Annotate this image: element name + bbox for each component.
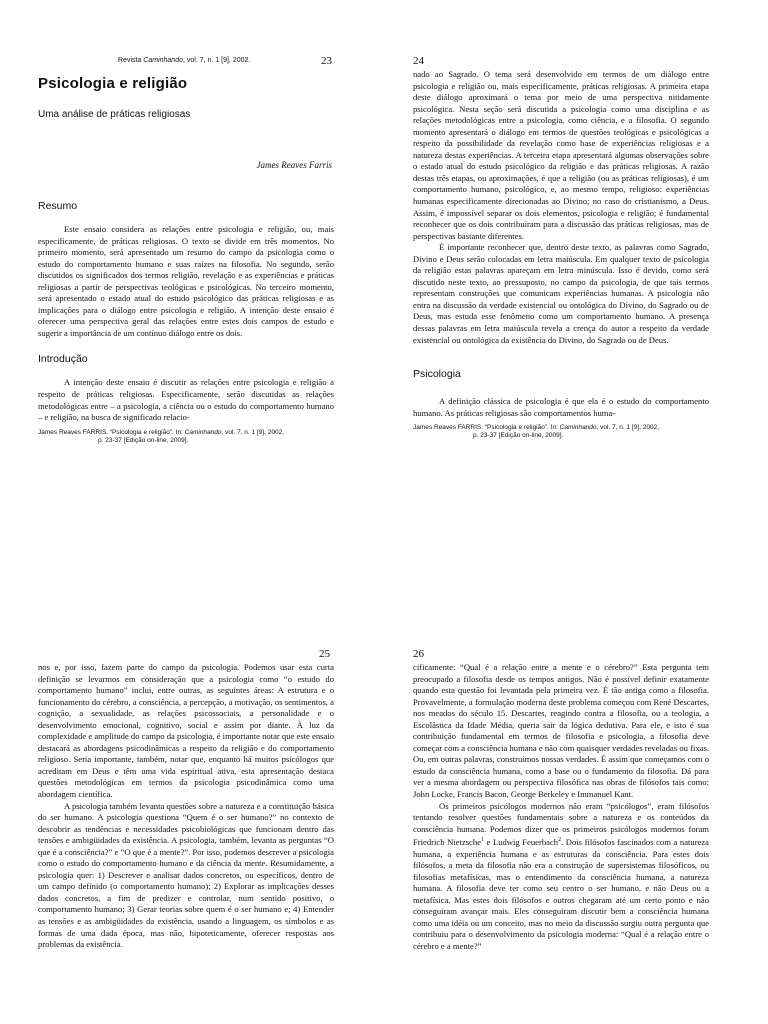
page-23 xyxy=(38,55,334,445)
article-title: Psicologia e religião xyxy=(38,75,188,92)
page-number: 24 xyxy=(413,55,424,67)
page-number: 23 xyxy=(321,55,332,67)
page-26 xyxy=(413,648,709,953)
abstract-paragraph: Este ensaio considera as relações entre psicologia e religião, ou, mais especificamente, de práticas religiosas. O texto se divide em três momentos. No primeiro momento, será apresentado um resumo do campo da psicologia como o estudo do comportamento humano e suas raízes na filosofia. No segundo, serão discutidos os significados dos termos religião, revelação e as experiências e práticas religiosas a partir de perspectivas teológicas e psicológicas. No terceiro momento, será apresentado o estado atual do estudo psicológico das práticas religiosas e as implicações para o diálogo entre psicologia e religião. A intenção deste ensaio é oferecer uma perspectiva geral das relações entre estes dois campos de estudo e sugerir a importância de um contínuo diálogo entre os dois. xyxy=(38,224,334,338)
journal-reference: Revista Caminhando, vol. 7, n. 1 [9], 2002. xyxy=(118,57,251,64)
citation-footer: James Reaves FARRIS. “Psicologia e religião”. In: Caminhando, vol. 7, n. 1 [9], 2002, p. 23-37 [Edição on-line, 2009]. xyxy=(38,428,285,444)
article-subtitle: Uma análise de práticas religiosas xyxy=(38,109,191,120)
body-paragraph: É importante reconhecer que, dentro deste texto, as palavras como Sagrado, Divino e Deus serão colocadas em letra maiúscula. Em qualquer texto de psicologia da religião estas palavras apareçam em letra minúscula. Isso é devido, como será discutido neste texto, ao pressuposto, no campo da psicologia, de que tais termos representam construções que comunicam experiências humanas. A psicologia não entra na discussão da verdade existencial ou ontológica do Divino, do Sagrado ou de Deus, mas estuda esse fenômeno como um comportamento humano. A presença dessas palavras em letra maiúscula revela a crença do autor a respeito da verdade existencial ou ontológica da existência do Divino, do Sagrado ou de Deus. xyxy=(413,242,709,345)
footnote-marker[interactable]: 2 xyxy=(558,837,562,844)
body-paragraph: A definição clássica de psicologia é que ela é o estudo do comportamento humano. As práticas religiosas são comportamentos huma- xyxy=(413,396,709,418)
page-24 xyxy=(413,55,709,440)
citation-footer: James Reaves FARRIS. “Psicologia e religião”. In: Caminhando, vol. 7, n. 1 [9], 2002, p. 23-37 [Edição on-line, 2009]. xyxy=(413,424,660,440)
body-paragraph: A psicologia também levanta questões sobre a natureza e a constituição básica do ser humano. A psicologia questiona “Quem é o ser humano?” no contexto de descobrir as tendências e necessidades psicobiológicas que funcionam dentro das tensões e ambigüidades da existência. A psicologia, também, levanta as perguntas “O que é a consciência?” e “O que é a mente?”. Por isso, podemos descrever a psicologia como o estudo do comportamento humano e da ciência da mente. Resumidamente, a psicologia quer: 1) Descrever e analisar dados concretos, ou específicos, dentro de um campo definido (o comportamento humano); 2) Explorar as implicações desses dados concretos, a fim de predizer e controlar, num sentido positivo, o comportamento humano; 3) Gerar teorias sobre quem é o ser humano e; 4) Entender as tensões e as ambigüidades da existência, usando a linguagem, os símbolos e as formas de uma dada época, mas não, hipoteticamente, oferecer respostas aos problemas da existência. xyxy=(38,800,334,950)
page-number: 25 xyxy=(319,648,330,660)
intro-paragraph: A intenção deste ensaio é discutir as relações entre psicologia e religião a respeito de práticas religiosas. Especificamente, serão discutidas as relações metodológicas entre – a psicologia, a ciência ou o estudo do comportamento humano – e religião, na busca de significado relacio- xyxy=(38,377,334,423)
page-number: 26 xyxy=(413,648,424,660)
running-header xyxy=(38,55,334,69)
section-heading-resumo: Resumo xyxy=(38,200,78,212)
section-heading-psicologia: Psicologia xyxy=(413,368,461,381)
body-paragraph: cificamente: “Qual é a relação entre a mente e o cérebro?” Esta pergunta tem preocupado a filosofia desde os tempos antigos. Não é possível definir exatamente quando esta questão foi levantada pela primeira vez. É tão antiga como a filosofia. Provavelmente, a formulação moderna deste problema começou com René Descartes, nos meados do século 15. Descartes, reagindo contra a filosofia, ou a teologia, a Escolástica da Idade Média, queria sair da lógica dedutiva. Para ele, e isto é sua contribuição fundamental em termos de filosofia e psicologia, a filosofia deve começar com a consciência humana e não com quaisquer verdades reveladas ou fixas. Ou, em outras palavras, construímos nossas verdades. É assim que começamos com o estudo da consciência humana, como a base ou o fundamento da filosofia. Dá para ver a mesma abordagem ou perspectiva filosófica nas obras de filósofos tais como: John Locke, Francis Bacon, George Berkeley e Immanuel Kant. xyxy=(413,662,709,800)
body-paragraph: nado ao Sagrado. O tema será desenvolvido em termos de um diálogo entre psicologia e religião ou, mais especificamente, práticas religiosas. A primeira etapa deste diálogo aproximará o tema por meio de uma perspectiva nitidamente psicológica. Nesta seção será discutida a psicologia como uma disciplina e as relações metodológicas entre a psicologia, como ciência, e a filosofia. O segundo momento apresentará o diálogo em termos de questões teológicas e psicológicas a respeito da possibilidade da revelação como base de experiências religiosas e a natureza destas experiências. A terceira etapa apresentará algumas observações sobre o estado atual do estudo psicológico da religião e das práticas religiosas. A razão destas três etapas, ou aproximações, é que a religião (ou as práticas religiosas), é um comportamento humano, psicológico, e, ao mesmo tempo, religioso: experiências humanas especificamente direcionadas ao Divino; no caso do cristianismo, a Deus. Assim, é impossível separar os dois elementos, psicologia e religião; é fundamental reconhecer que os dois contribuíram para a discussão das práticas religiosas, mas de perspectivas bastante diferentes. xyxy=(413,69,709,241)
footnote-marker[interactable]: 1 xyxy=(480,837,484,844)
author-name: James Reaves Farris xyxy=(256,160,332,170)
page-25 xyxy=(38,648,334,951)
section-heading-introducao: Introdução xyxy=(38,353,88,366)
body-paragraph: nos e, por isso, fazem parte do campo da psicologia. Podemos usar esta curta definição se levarmos em consideração que a psicologia como “o estudo do comportamento humano” inclui, entre outras, as seguintes áreas: A estrutura e o funcionamento do cérebro, a consciência, a percepção, a motivação, os sentimentos, a cognição, a sexualidade, as relações psicossociais, a personalidade e o desenvolvimento emocional, cognitivo, social e assim por diante. À luz da complexidade e amplitude do campo da psicologia, é importante notar que este ensaio destacará as abordagens psicodinâmicas a respeito da religião e do comportamento religioso. Seria importante, também, notar que, enquanto há muitos psicólogos que acreditam em Deus e têm uma vida espiritual ativa, esta apresentação destaca questões metodológicas em termos da psicologia psicodinâmica como uma abordagem científica. xyxy=(38,662,334,800)
body-paragraph: Os primeiros psicólogos modernos não eram “psicólogos”, eram filósofos tentando resolver questões fundamentais sobre a natureza e os conteúdos da consciência humana. Podemos dizer que os primeiros psicólogos modernos foram Friedrich Nietzsche$^1$ e Ludwig Feuerbach$^2$. Dois filósofos fascinados com a natureza humana, a experiência humana e as estruturas da consciência. Para estes dois filósofos, a meta da filosofia não era a construção de supersistemas filosóficos, ou filosofias metafísicas, mas o entendimento da consciência humana, a natureza humana. A filosofia deve ter como seu centro o ser humano, e não Deus ou a metafísica. Mas estes dois filósofos e outros chegaram até um certo ponto e não conseguiram avançar mais. Eles conseguiram discutir bem a consciência humana como uma idéia ou um conceito, mas no meio da discussão surgiu outra pergunta que contribuiu para o desenvolvimento da psicologia moderna: “Qual é a relação entre o cérebro e a mente?” xyxy=(413,800,709,951)
